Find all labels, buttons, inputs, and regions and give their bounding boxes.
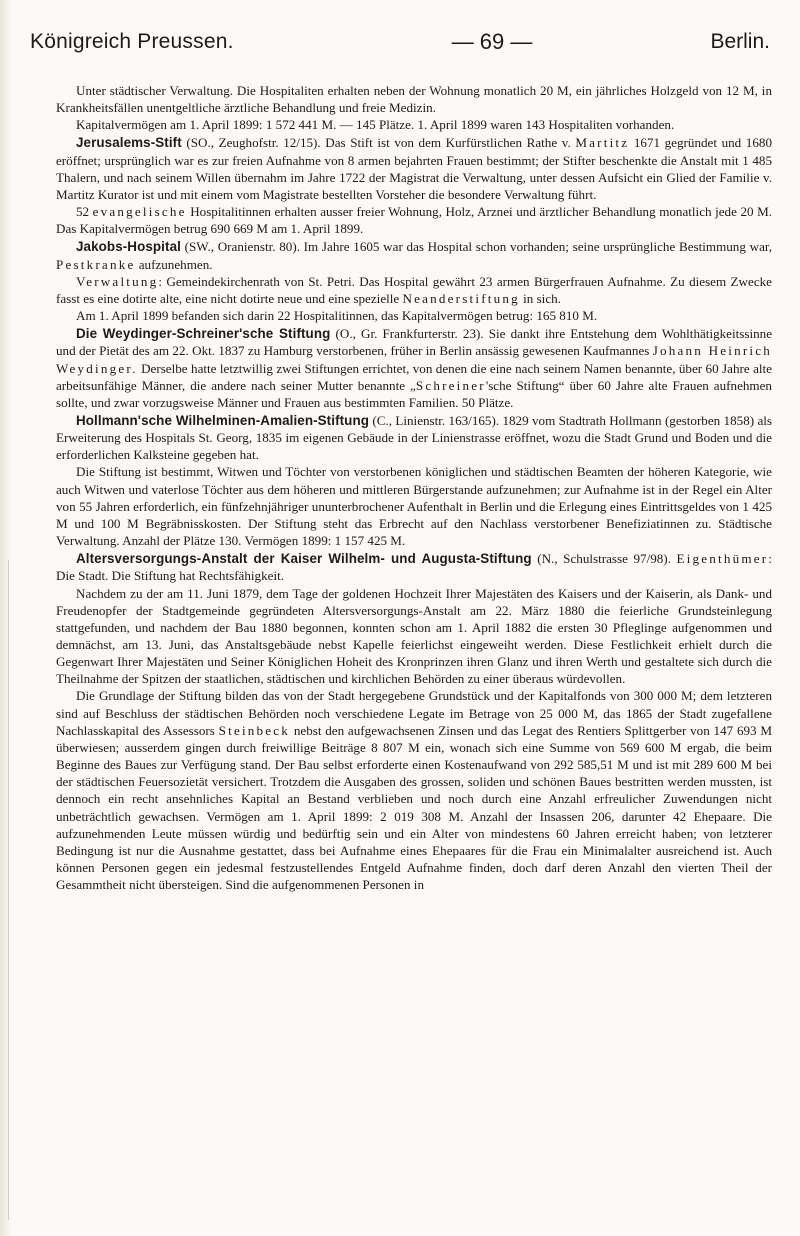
running-header <box>30 22 770 62</box>
paragraph: Am 1. April 1899 befanden sich darin 22 Hospitalitinnen, das Kapitalvermögen betrug: 165 810 M. <box>76 308 598 324</box>
entry-title: Die Weydinger-Schreiner'sche Stiftung <box>76 326 331 342</box>
entry-weydinger-schreiner: Die Weydinger-Schreiner'sche Stiftung (O., Gr. Frankfurterstr. 23). Sie dankt ihre Entstehung dem Wohlthätigkeitssinne und der Pietät des am 22. Okt. 1837 zu Hamburg verstorbenen, früher in Berlin ansässig gewesenen Kaufmannes Johann Heinrich Weydinger. Derselbe hatte letztwillig zwei Stiftungen errichtet, von denen die eine nach seinem Namen benannte, über 60 Jahre alte arbeitsunfähige Männer, die andere nach seiner Mutter benannte „Schreiner'sche Stiftung“ über 60 Jahre alte Frauen aufnehmen sollte, und zwar vorzugsweise Männer und Frauen aus bestimmten Familien. 50 Plätze. <box>56 326 772 410</box>
entry-hollmann-stiftung: Hollmann'sche Wilhelminen-Amalien-Stiftung (C., Linienstr. 163/165). 1829 vom Stadtrath Hollmann (gestorben 1858) als Erweiterung des Hospitals St. Georg, 1835 im eigenen Gebäude in der Linienstrasse eröffnet, wozu die Stadt Grund und Boden und die erforderlichen Kalksteine gegeben hat. <box>56 412 773 463</box>
paragraph: Verwaltung: Gemeindekirchenrath von St. Petri. Das Hospital gewährt 23 armen Bürgerfrauen Aufnahme. Zu diesem Zwecke fasst es eine dotirte alte, eine nicht dotirte neue und eine spezielle Neanderstiftung in sich. <box>56 273 772 306</box>
paragraph: Unter städtischer Verwaltung. Die Hospitaliten erhalten neben der Wohnung monatlich 20 M, ein jährliches Holzgeld von 12 M, in Krankheitsfällen unentgeltliche ärztliche Behandlung und freie Medizin. <box>56 83 772 116</box>
entry-title: Jakobs-Hospital <box>76 239 181 255</box>
paragraph: Nachdem zu der am 11. Juni 1879, dem Tage der goldenen Hochzeit Ihrer Majestäten des Kaisers und der Kaiserin, als Dank- und Freudenopfer der Stadtgemeinde gegründeten Altersversorgungs-Anstalt am 22. März 1880 die feierliche Grundsteinlegung stattgefunden, und nachdem der Bau 1880 begonnen, konnten schon am 1. April 1882 die ersten 30 Pfleglinge aufgenommen und demnächst, am 13. Juni, das Anstaltsgebäude nebst Kapelle feierlichst eingeweiht werden. Diese Festlichkeit erhielt durch die Gegenwart Ihrer Majestäten und Seiner Königlichen Hoheit des Kronprinzen ihren Glanz und ihren Werth und gestaltete sich durch die Theilnahme der Spitzen der staatlichen, städtischen und kirchlichen Behörden zu einer überaus würdevollen. <box>56 585 772 687</box>
header-state: Königreich Preussen. <box>30 30 234 53</box>
page-number: — 69 — <box>451 29 533 54</box>
body-text <box>56 82 772 893</box>
paragraph: Die Stiftung ist bestimmt, Witwen und Töchter von verstorbenen königlichen und städtischen Beamten der höheren Kategorie, wie auch Witwen und vaterlose Töchter aus dem höheren und mittleren Bürgerstande aufzunehmen; zur Aufnahme ist in der Regel ein Alter von 55 Jahren erforderlich, ein fünfzehnjähriger ununterbrochener Aufenthalt in Berlin und die Erlegung eines Eintrittsgeldes von 1 425 M und 100 M Begräbnisskosten. Der Stiftung steht das Erbrecht auf den Nachlass verstorbener Benefiziatinnen zu. Städtische Verwaltung. Anzahl der Plätze 130. Vermögen 1899: 1 157 425 M. <box>56 464 772 549</box>
entry-title: Altersversorgungs-Anstalt der Kaiser Wilhelm- und Augusta-Stiftung <box>76 551 532 567</box>
paragraph: Kapitalvermögen am 1. April 1899: 1 572 441 M. — 145 Plätze. 1. April 1899 waren 143 Hospitaliten vorhanden. <box>76 117 675 133</box>
page-edge-shadow <box>0 0 12 1236</box>
entry-title: Jerusalems-Stift <box>76 135 182 151</box>
paragraph: Die Grundlage der Stiftung bilden das von der Stadt hergegebene Grundstück und der Kapitalfonds von 300 000 M; dem letzteren sind auf Beschluss der städtischen Behörden noch verschiedene Legate im Betrage von 25 000 M, das 1865 der Stadt zugefallene Nachlasskapital des Assessors Steinbeck nebst den aufgewachsenen Zinsen und das Legat des Rentiers Splittgerber von 147 693 M überwiesen; ausserdem gingen durch freiwillige Beiträge 8 807 M ein, wonach sich eine Summe von 569 600 M ergab, die beim Beginne des Baues zur Verfügung stand. Der Bau selbst erforderte einen Kostenaufwand von 292 585,51 M und ist mit 289 600 M bei der städtischen Feuersozietät versichert. Trotzdem die Ausgaben des grossen, soliden und schönen Baues bestritten werden mussten, ist dennoch ein recht ansehnliches Kapital an Bestand verblieben und noch durch eine Anzahl erfreulicher Zuwendungen nicht unbeträchtlich gewachsen. Vermögen am 1. April 1899: 2 019 308 M. Anzahl der Insassen 206, darunter 42 Ehepaare. Die aufzunehmenden Leute müssen würdig und bedürftig sein und ein Alter von mindestens 60 Jahren erreicht haben; von letzterer Bedingung ist nur die Ausnahme gestattet, dass bei Aufnahme eines Ehepaares für die Frau ein Minimalalter ausreichend ist. Auch können Personen gegen ein jedesmal festzustellendes Entgeld Aufnahme finden, doch darf deren Anzahl den vierten Theil der Gesammtheit nicht übersteigen. Sind die aufgenommenen Personen in <box>56 688 772 893</box>
paragraph: 52 evangelische Hospitalitinnen erhalten ausser freier Wohnung, Holz, Arznei und ärztlicher Behandlung monatlich jede 20 M. Das Kapitalvermögen betrug 690 669 M am 1. April 1899. <box>56 204 772 237</box>
binding-edge <box>8 560 9 1220</box>
entry-altersversorgungs-anstalt: Altersversorgungs-Anstalt der Kaiser Wilhelm- und Augusta-Stiftung (N., Schulstrasse 97/98). Eigenthümer: Die Stadt. Die Stiftung hat Rechtsfähigkeit. <box>56 551 772 584</box>
entry-jerusalems-stift: Jerusalems-Stift (SO., Zeughofstr. 12/15). Das Stift ist von dem Kurfürstlichen Rathe v. Martitz 1671 gegründet und 1680 eröffnet; ursprünglich war es zur freien Aufnahme von 8 armen bejahrten Frauen bestimmt; der Stifter beschenkte die Anstalt mit 1 485 Thalern, und nach seinem Willen übernahm im Jahre 1722 der Magistrat die Verwaltung, unter dessen Aufsicht ein Glied der Familie v. Martitz Kurator ist und mit einem vom Magistrate bestellten Vorsteher die besondere Verwaltung führt. <box>56 135 772 202</box>
header-city: Berlin. <box>710 30 770 53</box>
entry-jakobs-hospital: Jakobs-Hospital (SW., Oranienstr. 80). Im Jahre 1605 war das Hospital schon vorhanden; seine ursprüngliche Bestimmung war, Pestkranke aufzunehmen. <box>56 239 772 272</box>
entry-title: Hollmann'sche Wilhelminen-Amalien-Stiftung <box>76 412 370 428</box>
